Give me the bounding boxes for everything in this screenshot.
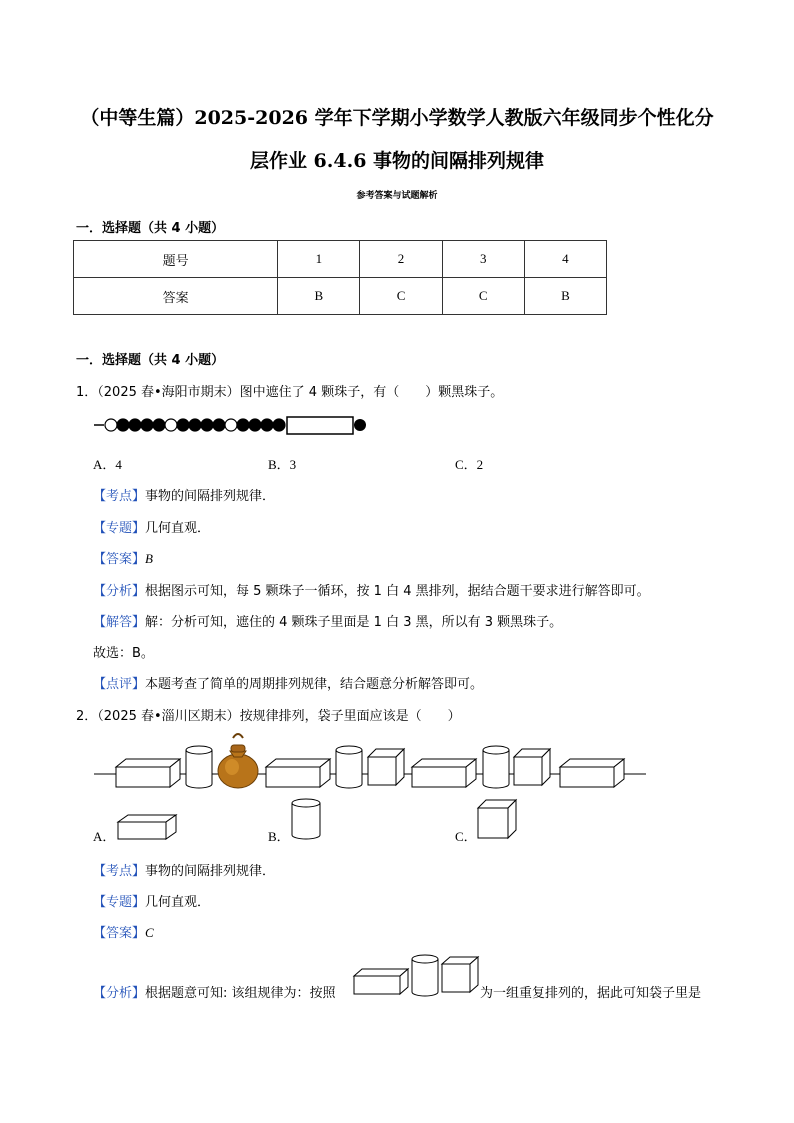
bead-black [129, 419, 141, 431]
cube-shape [514, 749, 550, 785]
bead-black [141, 419, 153, 431]
q2-zhuanti [93, 891, 210, 910]
q1-kaodian [93, 485, 275, 504]
tag-label: 【答案】 [93, 926, 146, 941]
tag-label: 【分析】 [93, 584, 146, 599]
answer-table-cell: B [278, 278, 360, 315]
bead-black [213, 419, 225, 431]
answer-table-cell: 1 [278, 241, 360, 278]
bead-white [105, 419, 117, 431]
kaodian-text: 事物的间隔排列规律． [145, 489, 276, 504]
cuboid-shape [266, 759, 330, 787]
q2-fenxi-part1 [93, 982, 336, 1001]
q1-option-b: B．3 [268, 457, 297, 472]
cylinder-shape [412, 955, 438, 996]
bead-black [117, 419, 129, 431]
bead-black [201, 419, 213, 431]
answer-table [73, 240, 607, 315]
tag-label: 【分析】 [93, 986, 146, 1001]
dianping-text: 本题考查了简单的周期排列规律，结合题意分析解答即可。 [145, 677, 484, 692]
q1-option-a: A．4 [93, 457, 122, 472]
shape-sequence-figure [90, 727, 650, 795]
bead-black [189, 419, 201, 431]
answer-table-row [74, 278, 607, 315]
answer-table-cell: 题号 [74, 241, 278, 278]
bead-white [225, 419, 237, 431]
question-1-stem: 1．（2025 春•海阳市期末）图中遮住了 4 颗珠子，有（ ）颗黑珠子。 [76, 385, 504, 400]
q1-fenxi [93, 580, 650, 599]
q1-dianping [93, 673, 483, 692]
bead-black [237, 419, 249, 431]
q1-jieda [93, 611, 562, 630]
bead-black [273, 419, 285, 431]
bead-black [354, 419, 366, 431]
cylinder-shape [483, 746, 509, 788]
cuboid-shape [116, 759, 180, 787]
question-2-stem: 2．（2025 春•淄川区期末）按规律排列，袋子里面应该是（ ） [76, 709, 461, 724]
cuboid-shape [560, 759, 624, 787]
q2-option-a: A． [93, 829, 116, 844]
doc-title-line1: （中等生篇）2025-2026 学年下学期小学数学人教版六年级同步个性化分 [80, 107, 714, 129]
tag-label: 【考点】 [93, 489, 146, 504]
fenxi-text: 根据题意可知: 该组规律为：按照 [145, 986, 336, 1001]
cuboid-shape [354, 969, 408, 994]
daan-text: B [145, 551, 153, 566]
daan-text: C [145, 925, 154, 940]
answer-table-cell: 4 [524, 241, 606, 278]
answer-table-cell: 2 [360, 241, 442, 278]
kaodian-text: 事物的间隔排列规律． [145, 864, 276, 879]
tag-label: 【点评】 [93, 677, 146, 692]
answer-table-cell: 3 [442, 241, 524, 278]
doc-title-line2: 层作业 6.4.6 事物的间隔排列规律 [249, 150, 545, 172]
cube-shape [368, 749, 404, 785]
zhuanti-text: 几何直观． [145, 895, 211, 910]
cylinder-shape [336, 746, 362, 788]
answer-table-header-row [74, 241, 607, 278]
bead-string-figure [92, 414, 372, 436]
bead-black [249, 419, 261, 431]
bead-black [261, 419, 273, 431]
tag-label: 【专题】 [93, 521, 146, 536]
q2-option-c: C． [455, 829, 477, 844]
answer-table-cell: B [524, 278, 606, 315]
q1-option-c: C．2 [455, 457, 484, 472]
section-heading-2: 一．选择题（共 4 小题） [76, 353, 225, 368]
covered-box [287, 417, 353, 434]
q1-zhuanti [93, 517, 210, 536]
tag-label: 【考点】 [93, 864, 146, 879]
jieda-text: 解：分析可知，遮住的 4 颗珠子里面是 1 白 3 黑，所以有 3 颗黑珠子。 [145, 615, 563, 630]
cube-shape [442, 957, 478, 992]
q1-daan [93, 548, 153, 567]
bead-black [177, 419, 189, 431]
zhuanti-text: 几何直观． [145, 521, 211, 536]
bead-white [165, 419, 177, 431]
cuboid-shape [412, 759, 476, 787]
q2-daan [93, 922, 154, 941]
tag-label: 【答案】 [93, 552, 146, 567]
q2-option-b: B． [268, 829, 290, 844]
tag-label: 【专题】 [93, 895, 146, 910]
bead-black [153, 419, 165, 431]
fenxi-text: 根据图示可知，每 5 颗珠子一循环，按 1 白 4 黑排列，据结合题干要求进行解答即可。 [145, 584, 650, 599]
answer-table-cell: C [442, 278, 524, 315]
option-b-cylinder-icon [289, 797, 323, 843]
answer-table-cell: 答案 [74, 278, 278, 315]
q1-guxuan: 故选：B。 [93, 646, 154, 661]
doc-subtitle: 参考答案与试题解析 [356, 191, 438, 201]
q2-kaodian [93, 860, 275, 879]
answer-table-cell: C [360, 278, 442, 315]
option-a-cuboid-icon [116, 812, 180, 842]
q2-fenxi-part2: 为一组重复排列的，据此可知袋子里是 [480, 986, 702, 1001]
pattern-group-figure [352, 952, 482, 998]
cylinder-shape [186, 746, 212, 788]
section-heading-1: 一．选择题（共 4 小题） [76, 221, 225, 236]
tag-label: 【解答】 [93, 615, 146, 630]
bag-icon [218, 734, 258, 788]
option-c-cube-icon [476, 798, 520, 840]
